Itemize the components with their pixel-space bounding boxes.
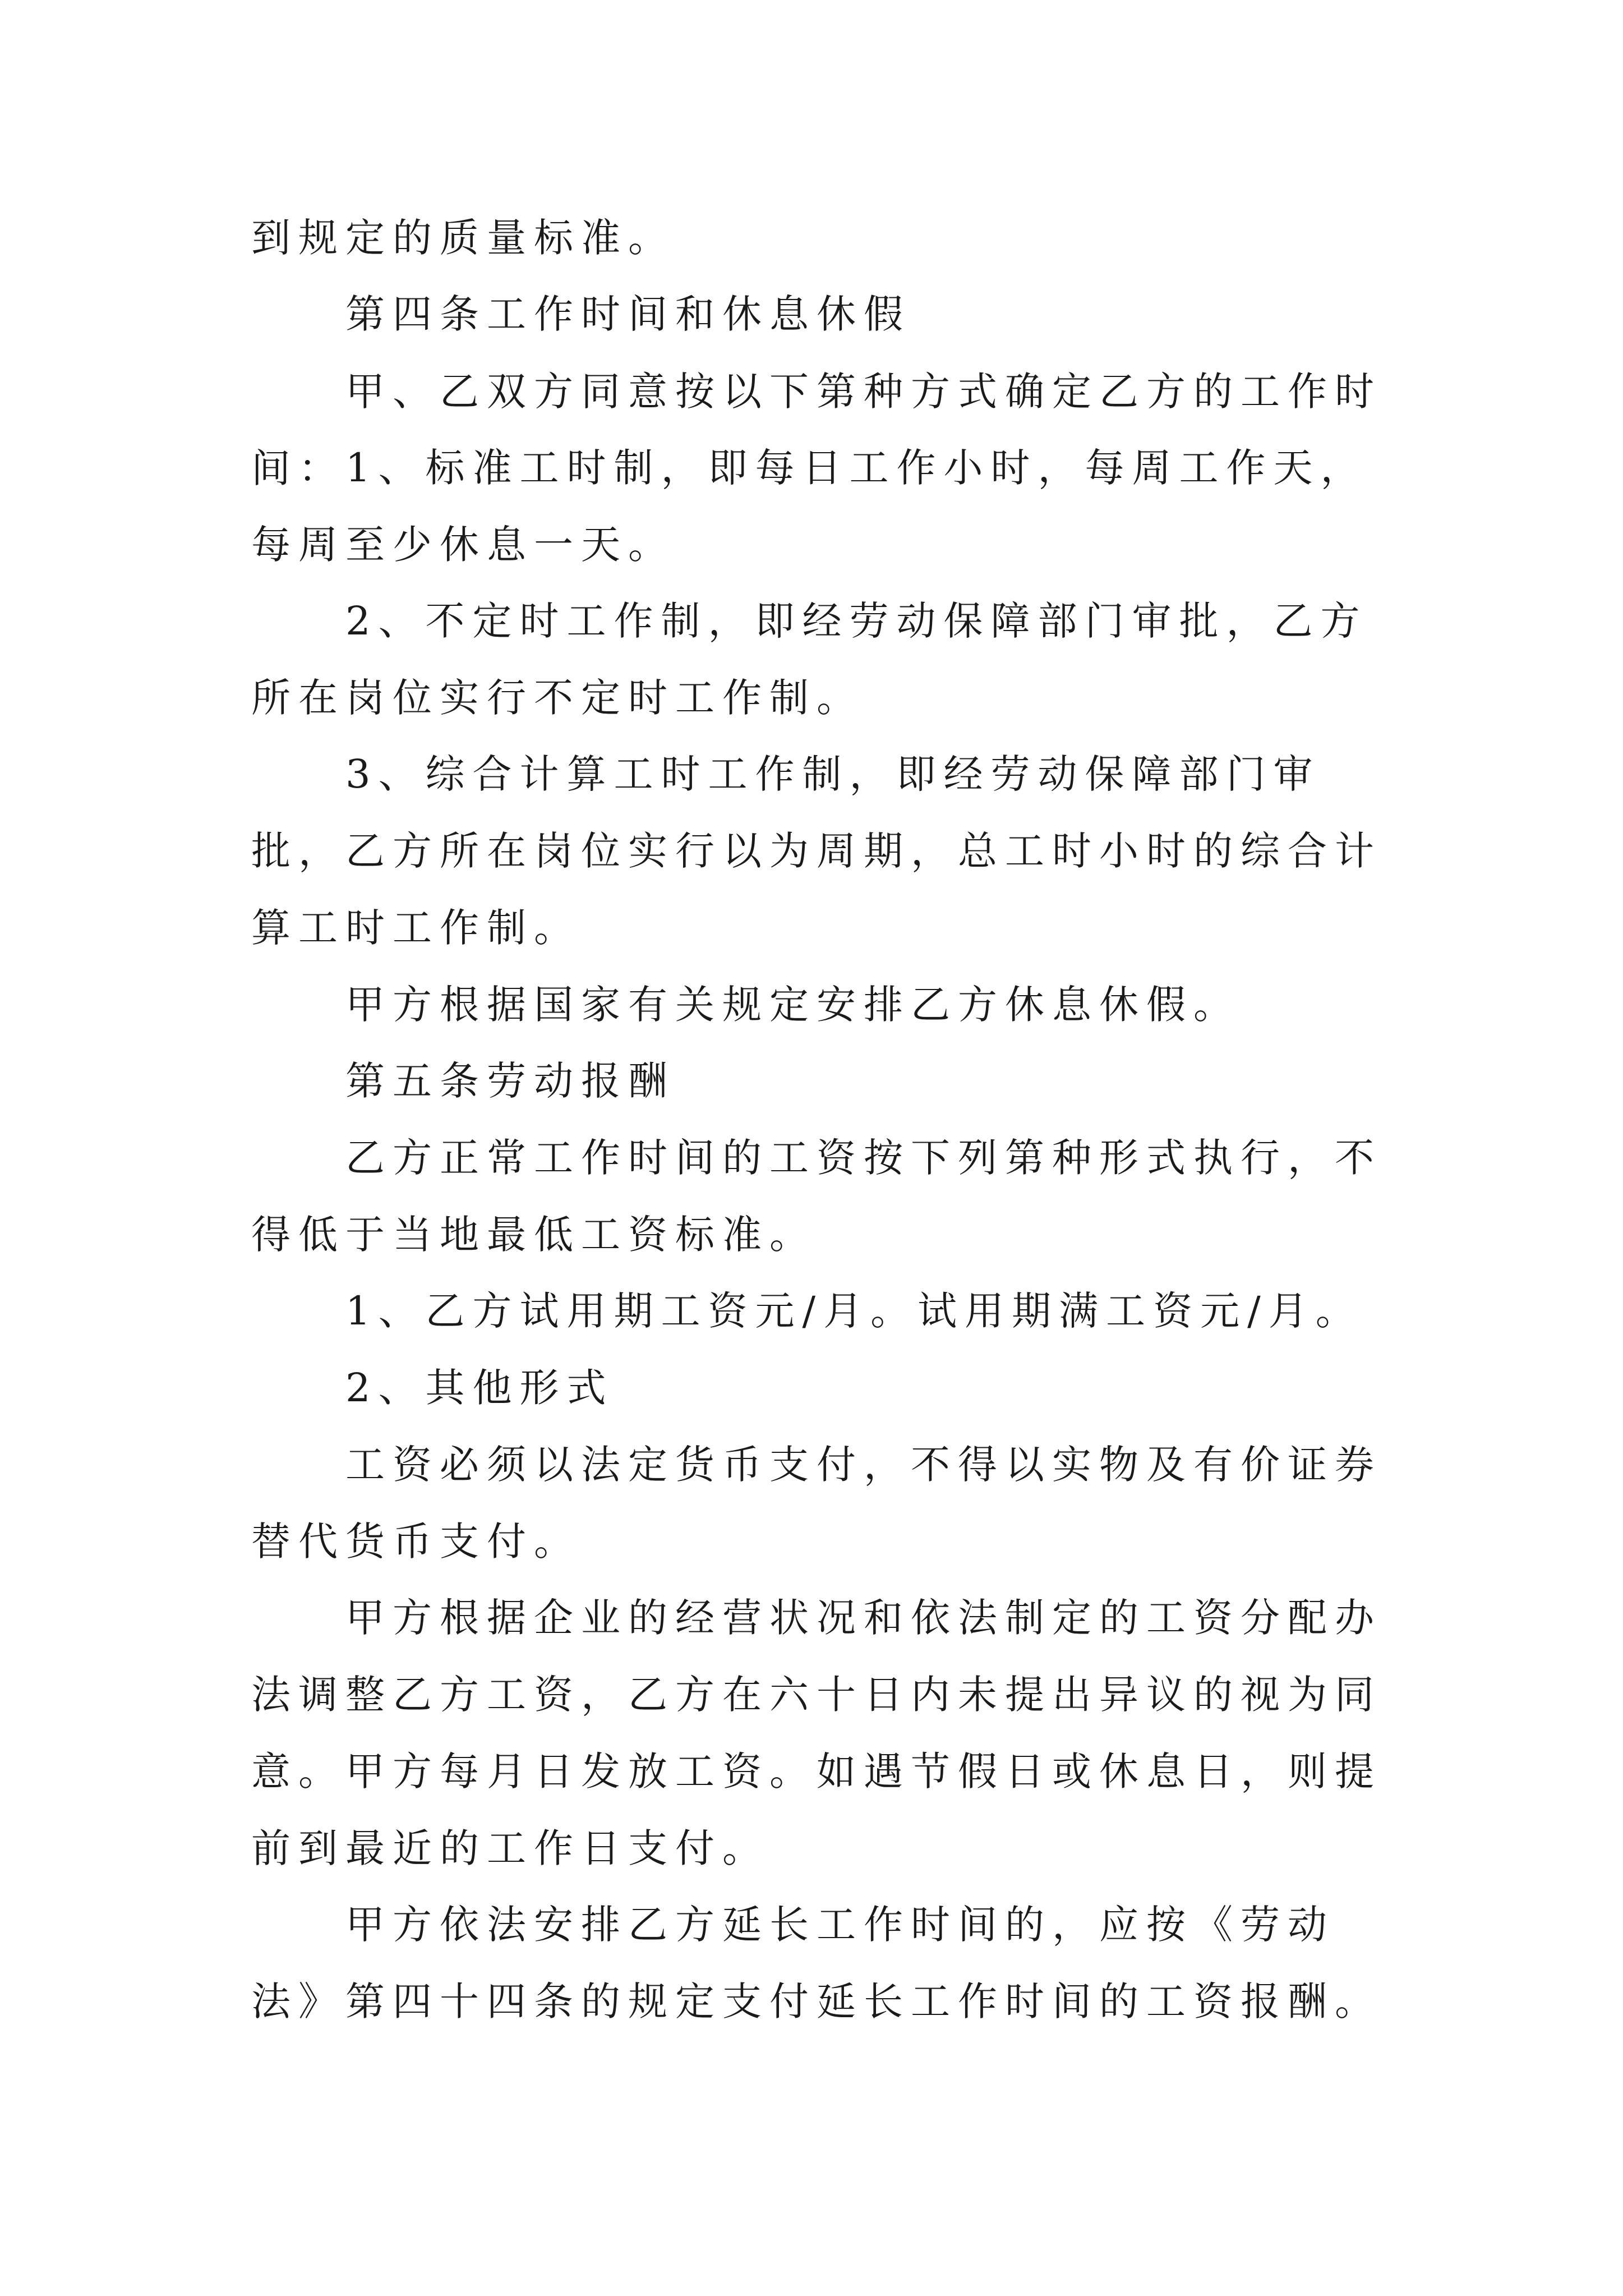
paragraph-currency-payment: 工资必须以法定货币支付，不得以实物及有价证券替代货币支付。 [251, 1442, 1382, 1565]
heading-article-5: 第五条劳动报酬 [345, 1058, 675, 1104]
paragraph-standard-hours: 1、标准工时制，即每日工作小时，每周工作天，每周至少休息一天。 [251, 445, 1368, 568]
paragraph-wage-form: 乙方正常工作时间的工资按下列第种形式执行，不得低于当地最低工资标准。 [251, 1135, 1382, 1258]
paragraph-flexible-hours: 2、不定时工作制，即经劳动保障部门审批，乙方所在岗位实行不定时工作制。 [251, 598, 1368, 721]
paragraph-comprehensive-hours: 3、综合计算工时工作制，即经劳动保障部门审批，乙方所在岗位实行以为周期，总工时小时的综合计算工时工作制。 [251, 751, 1382, 951]
paragraph-overtime-pay: 甲方依法安排乙方延长工作时间的，应按《劳动法》第四十四条的规定支付延长工作时间的工资报酬。 [251, 1902, 1382, 2024]
heading-article-4: 第四条工作时间和休息休假 [345, 291, 911, 337]
paragraph-work-time-agreement: 甲、乙双方同意按以下第种方式确定乙方的工作时间： [251, 369, 1382, 491]
paragraph-other-forms: 2、其他形式 [345, 1365, 614, 1411]
paragraph-wage-adjustment: 甲方根据企业的经营状况和依法制定的工资分配办法调整乙方工资，乙方在六十日内未提出异议的视为同意。 [251, 1595, 1382, 1795]
paragraph-rest-leave: 甲方根据国家有关规定安排乙方休息休假。 [345, 982, 1241, 1028]
paragraph-probation-wage: 1、乙方试用期工资元/月。试用期满工资元/月。 [345, 1288, 1363, 1334]
paragraph-payday: 甲方每月日发放工资。如遇节假日或休息日，则提前到最近的工作日支付。 [251, 1749, 1382, 1871]
paragraph-quality-standard: 到规定的质量标准。 [251, 215, 675, 261]
